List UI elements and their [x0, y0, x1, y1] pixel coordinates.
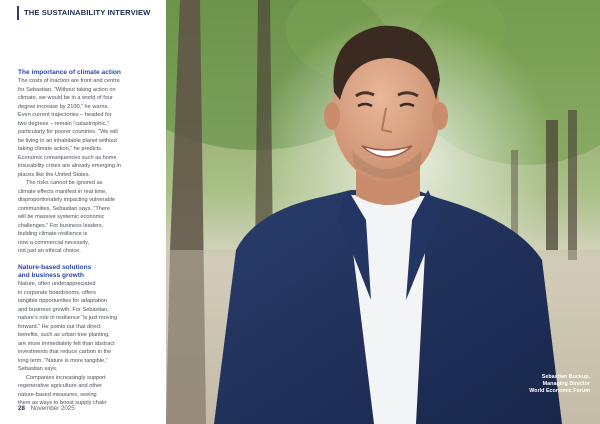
- text-line: The risks cannot be ignored as: [26, 180, 103, 187]
- text-line: degree increase by 2100,” he warns.: [18, 103, 109, 110]
- text-line: nature-based measures, seeing: [18, 391, 97, 398]
- text-line: long term. “Nature is more tangible,”: [18, 357, 108, 364]
- issue-date: November 2025: [30, 405, 75, 412]
- text-line: communities, Sebastian says. “There: [18, 205, 111, 212]
- text-line: investments that reduce carbon in the: [18, 349, 112, 356]
- text-line: building climate resilience is: [18, 231, 88, 238]
- tree-trunk: [546, 120, 558, 250]
- right-ear: [432, 102, 448, 130]
- text-line: Nature, often underappreciated: [18, 281, 96, 288]
- text-line: benefits, such as urban tree planting,: [18, 332, 110, 339]
- text-line: and business growth. For Sebastian,: [18, 306, 109, 313]
- text-line: Even current trajectories – headed for: [18, 112, 112, 119]
- photo-caption: [529, 374, 590, 396]
- subheading-nature-based: [18, 264, 162, 280]
- subheading-line: and business growth: [18, 271, 84, 279]
- text-line: particularly for poorer countries. “We will: [18, 129, 118, 136]
- text-line: in corporate boardrooms, offers: [18, 289, 96, 296]
- text-line: climate effects manifest in real time,: [18, 188, 107, 195]
- text-line: insurability crises are already emerging in: [18, 163, 121, 170]
- subheading-climate-action: The importance of climate action: [18, 69, 121, 76]
- text-line: climate, we would be in a world of four: [18, 95, 113, 102]
- text-line: tangible opportunities for adaptation: [18, 298, 107, 305]
- article-paragraph: [18, 280, 162, 374]
- text-line: will be massive systemic economic: [18, 214, 105, 221]
- text-line: places like the United States.: [18, 171, 91, 178]
- text-line: taking climate action,” he predicts.: [18, 146, 103, 153]
- text-line: forward.” He points out that direct: [18, 323, 101, 330]
- text-line: for Sebastian. “Without taking action on: [18, 86, 116, 93]
- article-column: [0, 0, 166, 424]
- text-line: Sebastian says.: [18, 366, 58, 373]
- caption-title: Managing Director: [542, 381, 590, 388]
- text-line: nature’s role in resilience “is just moving: [18, 315, 118, 322]
- tree-trunk: [511, 150, 518, 240]
- text-line: be living in an inhabitable planet without: [18, 137, 117, 144]
- text-line: challenges.” For business leaders,: [18, 222, 104, 229]
- page-footer: [18, 405, 75, 412]
- article-paragraph: [18, 179, 162, 256]
- text-line: now a commercial necessity,: [18, 239, 90, 246]
- text-line: Economic consequences such as home: [18, 154, 117, 161]
- article-paragraph: [18, 374, 162, 408]
- portrait-photo: [166, 0, 600, 424]
- text-line: two degrees – remain “catastrophic,”: [18, 120, 109, 127]
- left-ear: [324, 102, 340, 130]
- section-rule: [17, 6, 19, 20]
- tree-trunk: [568, 110, 577, 260]
- text-line: The costs of inaction are front and centre: [18, 78, 120, 85]
- caption-name: Sebastian Buckup,: [541, 374, 590, 380]
- page-number: 28: [18, 405, 25, 412]
- section-title: THE SUSTAINABILITY INTERVIEW: [24, 8, 151, 17]
- subheading-line: Nature-based solutions: [18, 263, 92, 271]
- text-line: are more immediately felt than abstract: [18, 340, 115, 347]
- caption-organization: World Economic Forum: [529, 388, 590, 395]
- article-paragraph: [18, 77, 162, 179]
- text-line: disproportionately impacting vulnerable: [18, 197, 116, 204]
- portrait-illustration: [166, 0, 600, 424]
- text-line: not just an ethical choice.: [18, 248, 81, 255]
- text-line: Companies increasingly support: [26, 374, 106, 381]
- section-gap: [18, 256, 162, 264]
- text-line: regenerative agriculture and other: [18, 383, 102, 390]
- article-body: [18, 69, 162, 408]
- text-line: them as ways to boost supply chain: [18, 400, 107, 407]
